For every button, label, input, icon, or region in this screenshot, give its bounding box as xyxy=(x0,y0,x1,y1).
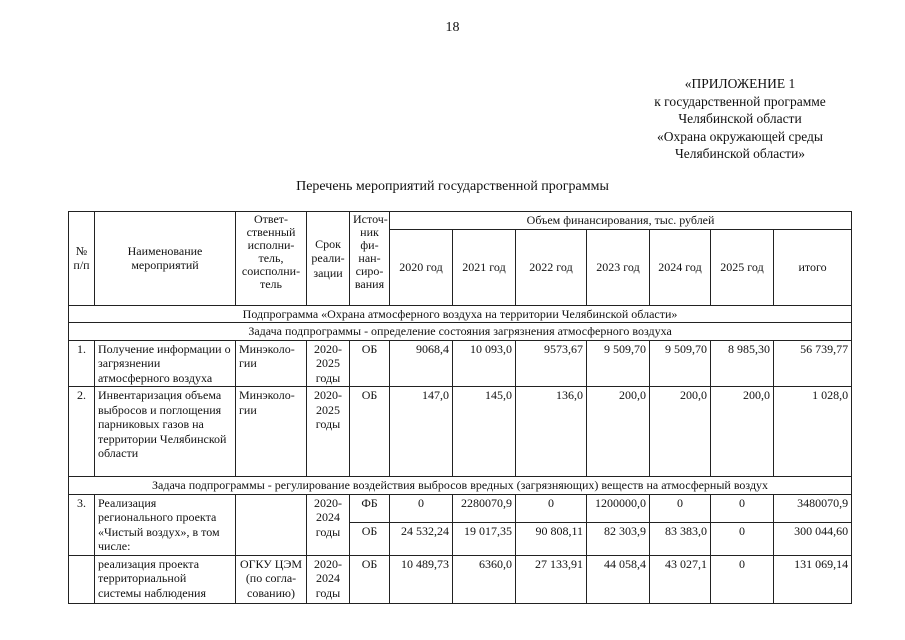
row-value-2020: 24 532,24 xyxy=(390,523,453,555)
row-value-2024: 9 509,70 xyxy=(650,340,711,387)
task-row xyxy=(69,323,852,341)
row-responsible: ОГКУ ЦЭМ (по согла-сованию) xyxy=(236,555,307,603)
task-title: Задача подпрограммы - регулирование воздействия выбросов вредных (загрязняющих) веществ на атмосферный воздух xyxy=(69,477,852,495)
row-value-total: 300 044,60 xyxy=(774,523,852,555)
row-value-total: 131 069,14 xyxy=(774,555,852,603)
task-row xyxy=(69,477,852,495)
row-value-2023: 44 058,4 xyxy=(587,555,650,603)
header-responsible: Ответ-ственный исполни-тель, соисполни-тель xyxy=(236,212,307,306)
row-term: 2020-2025 годы xyxy=(307,387,350,477)
row-source: ОБ xyxy=(350,387,390,477)
row-name: Реализация регионального проекта «Чистый воздух», в том числе: xyxy=(95,494,236,555)
row-value-total: 1 028,0 xyxy=(774,387,852,477)
header-total: итого xyxy=(774,229,852,305)
header-funding: Объем финансирования, тыс. рублей xyxy=(390,212,852,230)
row-value-2020: 0 xyxy=(390,494,453,523)
row-num: 3. xyxy=(69,494,95,555)
row-value-2022: 136,0 xyxy=(516,387,587,477)
header-source: Источ-ник фи-нан-сиро-вания xyxy=(350,212,390,306)
row-value-2024: 83 383,0 xyxy=(650,523,711,555)
row-value-2023: 1200000,0 xyxy=(587,494,650,523)
row-value-2021: 2280070,9 xyxy=(453,494,516,523)
row-source: ОБ xyxy=(350,523,390,555)
header-year-2020: 2020 год xyxy=(390,229,453,305)
row-responsible: Минэколо-гии xyxy=(236,387,307,477)
appendix-line: Челябинской области xyxy=(678,111,802,126)
row-num: 1. xyxy=(69,340,95,387)
header-year-2022: 2022 год xyxy=(516,229,587,305)
row-value-2025: 8 985,30 xyxy=(711,340,774,387)
row-term: 2020-2025 годы xyxy=(307,340,350,387)
row-value-total: 56 739,77 xyxy=(774,340,852,387)
header-year-2025: 2025 год xyxy=(711,229,774,305)
row-value-2025: 0 xyxy=(711,523,774,555)
table-row xyxy=(69,494,852,523)
document-title: Перечень мероприятий государственной программы xyxy=(296,179,609,194)
subprogram-title: Подпрограмма «Охрана атмосферного воздуха на территории Челябинской области» xyxy=(69,305,852,323)
row-value-2025: 200,0 xyxy=(711,387,774,477)
header-term: Срок реали-зации xyxy=(307,212,350,306)
row-source: ОБ xyxy=(350,340,390,387)
header-name: Наименование мероприятий xyxy=(95,212,236,306)
appendix-line: «Охрана окружающей среды xyxy=(657,128,823,144)
row-name: Получение информации о загрязнении атмосферного воздуха xyxy=(95,340,236,387)
row-name: Инвентаризация объема выбросов и поглощения парниковых газов на территории Челябинской области xyxy=(95,387,236,477)
table-row xyxy=(69,555,852,603)
row-source: ФБ xyxy=(350,494,390,523)
row-value-2022: 90 808,11 xyxy=(516,523,587,555)
row-value-2024: 0 xyxy=(650,494,711,523)
header-num: № п/п xyxy=(69,212,95,306)
page-number: 18 xyxy=(445,20,460,35)
row-value-2021: 19 017,35 xyxy=(453,523,516,555)
row-value-2021: 6360,0 xyxy=(453,555,516,603)
row-value-2021: 10 093,0 xyxy=(453,340,516,387)
row-num xyxy=(69,555,95,603)
row-value-2023: 9 509,70 xyxy=(587,340,650,387)
row-value-2023: 82 303,9 xyxy=(587,523,650,555)
header-year-2024: 2024 год xyxy=(650,229,711,305)
appendix-line: к государственной программе xyxy=(654,93,826,109)
row-value-2022: 0 xyxy=(516,494,587,523)
row-value-2025: 0 xyxy=(711,555,774,603)
row-value-total: 3480070,9 xyxy=(774,494,852,523)
row-responsible: Минэколо-гии xyxy=(236,340,307,387)
row-value-2022: 9573,67 xyxy=(516,340,587,387)
row-value-2020: 147,0 xyxy=(390,387,453,477)
row-value-2023: 200,0 xyxy=(587,387,650,477)
row-value-2021: 145,0 xyxy=(453,387,516,477)
row-num: 2. xyxy=(69,387,95,477)
header-row xyxy=(69,212,852,230)
activities-table xyxy=(68,211,852,604)
header-year-2021: 2021 год xyxy=(453,229,516,305)
appendix-header xyxy=(610,75,870,163)
row-value-2024: 200,0 xyxy=(650,387,711,477)
row-value-2025: 0 xyxy=(711,494,774,523)
header-year-2023: 2023 год xyxy=(587,229,650,305)
subprogram-row xyxy=(69,305,852,323)
row-value-2022: 27 133,91 xyxy=(516,555,587,603)
table-row xyxy=(69,387,852,477)
appendix-line: «ПРИЛОЖЕНИЕ 1 xyxy=(684,76,796,91)
row-value-2020: 10 489,73 xyxy=(390,555,453,603)
row-term: 2020-2024 годы xyxy=(307,494,350,555)
table-row xyxy=(69,340,852,387)
row-value-2020: 9068,4 xyxy=(390,340,453,387)
row-term: 2020-2024 годы xyxy=(307,555,350,603)
row-value-2024: 43 027,1 xyxy=(650,555,711,603)
task-title: Задача подпрограммы - определение состояния загрязнения атмосферного воздуха xyxy=(69,323,852,341)
appendix-line: Челябинской области» xyxy=(674,146,806,161)
row-responsible xyxy=(236,494,307,555)
row-source: ОБ xyxy=(350,555,390,603)
row-name: реализация проекта территориальной системы наблюдения xyxy=(95,555,236,603)
